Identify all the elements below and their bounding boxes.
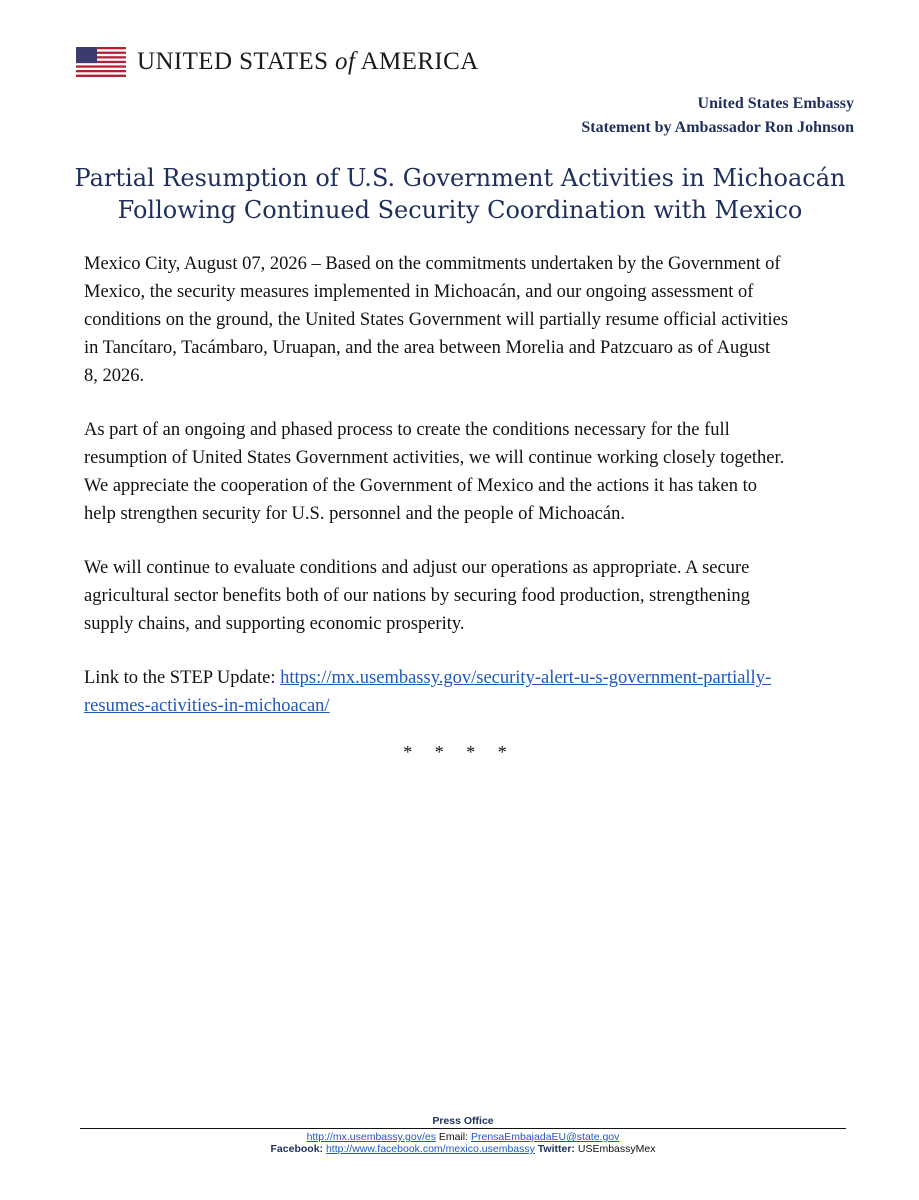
paragraph-1-line: in Tancítaro, Tacámbaro, Uruapan, and the area between Morelia and Patzcuaro as of August <box>84 338 771 358</box>
twitter-handle: USEmbassyMex <box>577 1143 656 1155</box>
step-update-link-continued[interactable]: resumes-activities-in-michoacan/ <box>84 696 330 716</box>
paragraph-1-line: Mexico, the security measures implemented in Michoacán, and our ongoing assessment of <box>84 282 754 302</box>
paragraph-2 <box>84 416 844 528</box>
step-update-line <box>84 664 844 692</box>
paragraph-3 <box>84 554 844 638</box>
wordmark-of: of <box>335 48 356 75</box>
email-link[interactable]: PrensaEmbajadaEU@state.gov <box>470 1131 620 1143</box>
step-update-paragraph <box>84 664 844 720</box>
email-label: Email: <box>438 1131 469 1143</box>
paragraph-2-line: resumption of United States Government activities, we will continue working closely together. <box>84 448 785 468</box>
footer-contact-line <box>80 1131 846 1143</box>
paragraph-2-line: We appreciate the cooperation of the Government of Mexico and the actions it has taken to <box>84 476 758 496</box>
document-title <box>40 162 880 226</box>
step-update-link[interactable]: https://mx.usembassy.gov/security-alert-u-s-government-partially- <box>280 668 772 688</box>
facebook-link[interactable]: http://www.facebook.com/mexico.usembassy <box>325 1143 535 1155</box>
paragraph-1-line: Mexico City, August 07, 2026 – Based on the commitments undertaken by the Government of <box>84 254 781 274</box>
wordmark-part1: UNITED STATES <box>137 48 329 75</box>
paragraph-2-line: help strengthen security for U.S. personnel and the people of Michoacán. <box>84 504 625 524</box>
facebook-label: Facebook: <box>270 1143 324 1155</box>
footer <box>80 1115 846 1155</box>
paragraph-1-line: 8, 2026. <box>84 366 145 386</box>
us-flag-icon <box>76 47 126 77</box>
paragraph-3-line: We will continue to evaluate conditions and adjust our operations as appropriate. A secure <box>84 558 750 578</box>
paragraph-1-line: conditions on the ground, the United States Government will partially resume official activities <box>84 310 789 330</box>
embassy-site-link[interactable]: http://mx.usembassy.gov/es <box>306 1131 436 1143</box>
paragraph-2-line: As part of an ongoing and phased process to create the conditions necessary for the full <box>84 420 730 440</box>
issuer-block <box>581 92 854 140</box>
section-separator: * * * * <box>403 742 516 762</box>
footer-social-line <box>80 1143 846 1155</box>
paragraph-3-line: supply chains, and supporting economic prosperity. <box>84 614 465 634</box>
title-line-2: Following Continued Security Coordination with Mexico <box>117 196 803 224</box>
twitter-label: Twitter: <box>537 1143 575 1155</box>
footer-rule <box>80 1128 846 1129</box>
step-update-line <box>84 692 844 720</box>
statement-byline: Statement by Ambassador Ron Johnson <box>581 119 854 136</box>
paragraph-1 <box>84 250 844 390</box>
press-office-label: Press Office <box>432 1115 494 1127</box>
document-body <box>84 250 844 746</box>
issuer-name: United States Embassy <box>697 95 854 112</box>
paragraph-3-line: agricultural sector benefits both of our nations by securing food production, strengthening <box>84 586 750 606</box>
wordmark-part2: AMERICA <box>360 48 479 75</box>
wordmark <box>137 46 479 78</box>
step-update-label: Link to the STEP Update: <box>84 668 276 688</box>
title-line-1: Partial Resumption of U.S. Government Activities in Michoacán <box>74 164 846 192</box>
